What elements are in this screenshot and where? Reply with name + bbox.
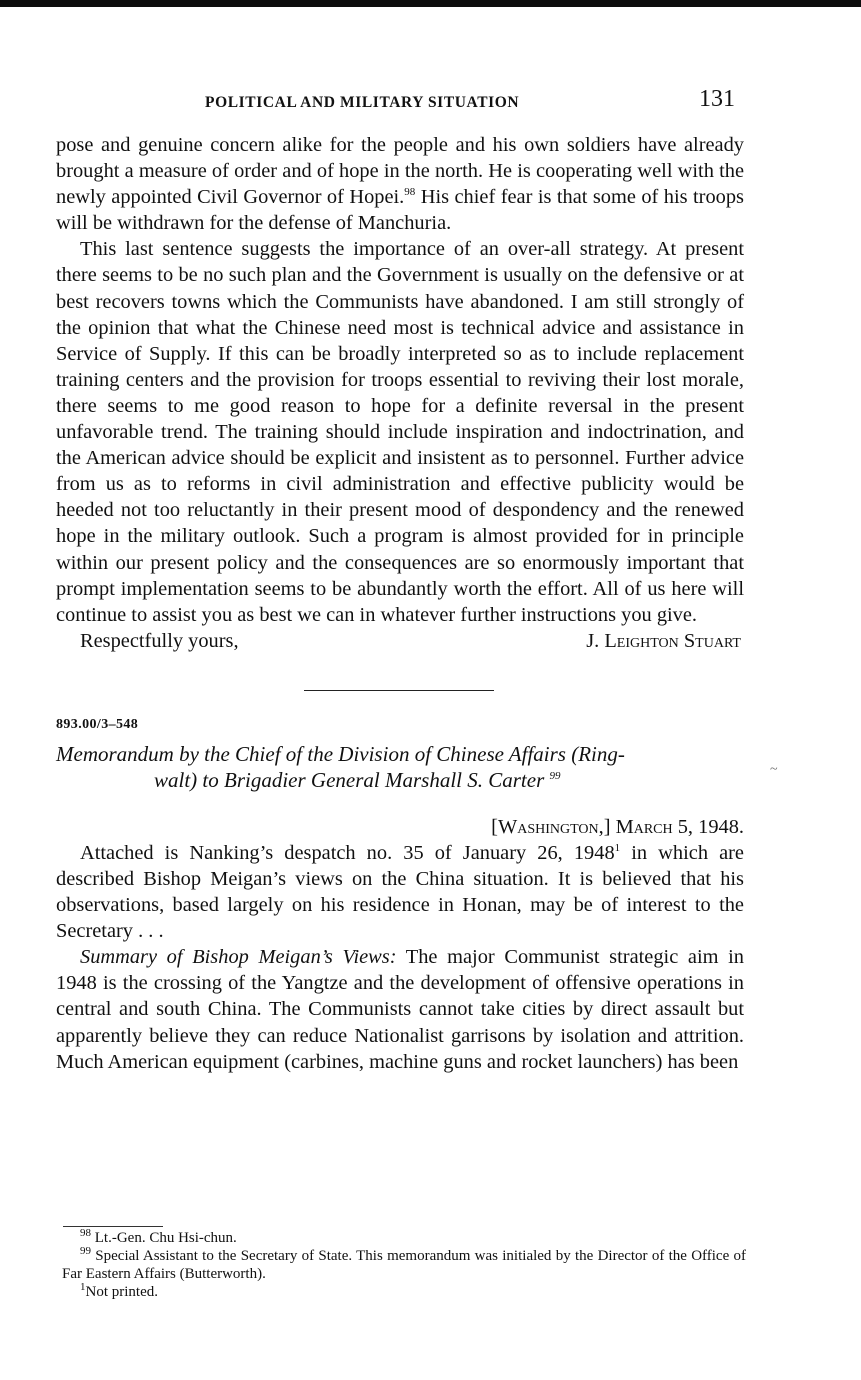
memo-title	[56, 741, 744, 794]
memo-paragraph-1: Attached is Nanking’s despatch no. 35 of January 26, 1948$^1$ in which are described Bishop Meigan’s views on the China situation. It is believed that his observations, based largely on his residence in Honan, may be of interest to the Secretary . . .	[56, 841, 744, 943]
closing: Respectfully yours,	[80, 629, 239, 652]
running-head: POLITICAL AND MILITARY SITUATION	[205, 94, 520, 111]
letter-paragraph-1: pose and genuine concern alike for the people and his own soldiers have already brought a measure of order and of hope in the north. He is cooperating well with the newly appointed Civil Governor of Hopei.$^{98}$ His chief fear is that some of his troops will be withdrawn for the defense of Manchuria.	[56, 134, 744, 235]
signature: J. Leighton Stuart	[586, 629, 741, 652]
page-number: 131	[699, 86, 735, 112]
footnote-ref-99: 99	[549, 770, 561, 783]
footnote-99: $^{99}$ Special Assistant to the Secretary of State. This memorandum was initialed by the Director of the Office of Far Eastern Affairs (Butterworth).	[62, 1245, 747, 1282]
top-border	[0, 0, 861, 7]
footnote-rule	[63, 1226, 163, 1227]
footnote-ref-1: 1	[614, 842, 621, 855]
footnotes	[62, 1226, 746, 1301]
summary-label: Summary of Bishop Meigan’s Views:	[80, 946, 397, 969]
dateline: [Washington,] March 5, 1948.	[491, 815, 744, 838]
footnote-ref-98: 98	[404, 186, 416, 199]
letter-paragraph-2: This last sentence suggests the importance of an over-all strategy. At present there seems to be no such plan and the Government is usually on the defensive or at best recovers towns which the Communists have abandoned. I am still strongly of the opinion that what the Chinese need most is technical advice and assistance in Service of Supply. If this can be broadly interpreted so as to include replacement training centers and the provision for troops essential to reviving their lost morale, there seems to me good reason to hope for a definite reversal in the present unfavorable trend. The training should include inspiration and indoctrination, and the American advice should be explicit and insistent as to personnel. Further advice from us as to reforms in civil administration and effective publicity would be heeded not too reluctantly in their present mood of despondency and the renewed hope in the military outlook. Such a program is almost provided for in principle within our present policy and the consequences are so enormously important that prompt implementation seems to be abundantly worth the effort. All of us here will continue to assist you as best we can in whatever further instructions you give.	[56, 238, 744, 626]
memo-title-line-1: Memorandum by the Chief of the Division of Chinese Affairs (Ring-	[56, 741, 625, 766]
page-header	[0, 86, 861, 126]
scan-mark: ~	[770, 762, 778, 777]
page-body	[56, 132, 744, 1075]
footnote-98: $^{98}$ Lt.-Gen. Chu Hsi-chun.	[80, 1227, 237, 1246]
letter-signoff	[56, 628, 744, 655]
memo-title-line-2: walt) to Brigadier General Marshall S. Carter $^{99}$	[154, 768, 561, 793]
footnote-1: $^1$Not printed.	[80, 1281, 158, 1300]
memo-paragraph-2: Summary of Bishop Meigan’s Views: The major Communist strategic aim in 1948 is the crossing of the Yangtze and the development of offensive operations in central and south China. The Communists cannot take cities by direct assault but apparently believe they can reduce Nationalist garrisons by isolation and attrition. Much American equipment (carbines, machine guns and rocket launchers) has been	[56, 946, 744, 1073]
section-divider	[304, 690, 494, 691]
document-id: 893.00/3–548	[56, 716, 139, 732]
